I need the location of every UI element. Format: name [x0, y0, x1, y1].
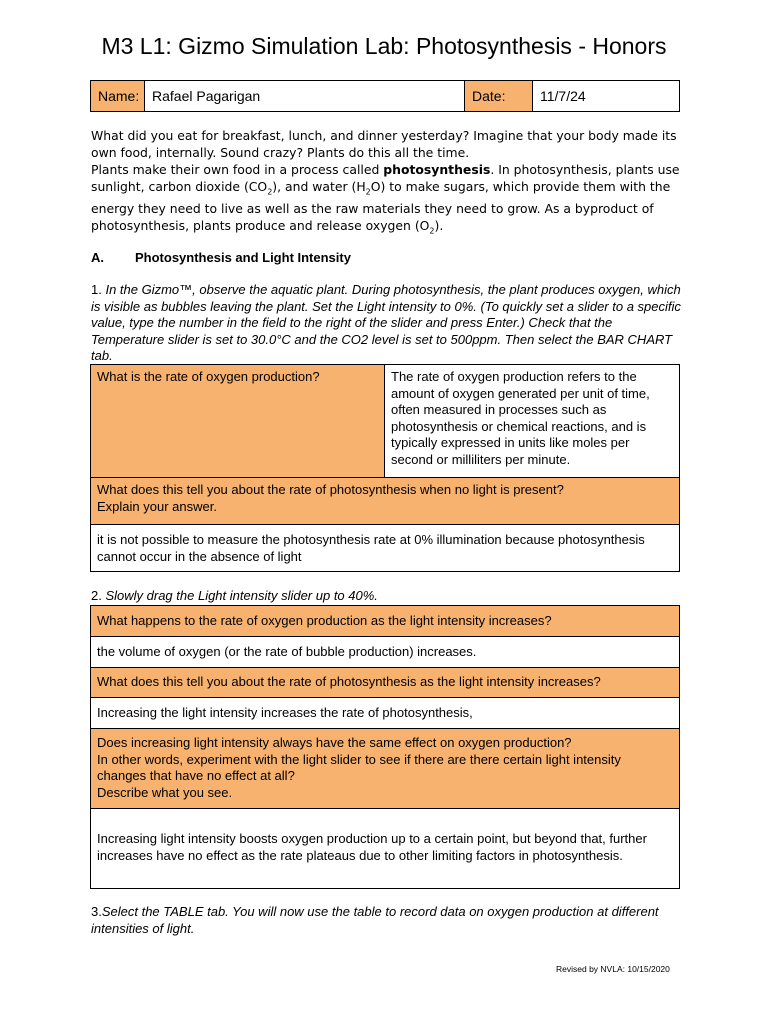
- section-letter: A.: [91, 250, 104, 265]
- tell-question-2: What does this tell you about the rate of photosynthesis as the light intensity increases?: [91, 668, 680, 698]
- question-2-table: [90, 605, 680, 889]
- effect-question: Does increasing light intensity always have the same effect on oxygen production? In other words, experiment with the light slider to see if there are there certain light intensity changes that have no effect at all? Describe what you see.: [91, 729, 680, 809]
- rate-answer[interactable]: The rate of oxygen production refers to the amount of oxygen generated per unit of time, often measured in processes such as photosynthesis or chemical reactions, and is typically expressed in units like moles per second or milliliters per minute.: [385, 365, 680, 478]
- date-field[interactable]: 11/7/24: [533, 81, 680, 112]
- intro-paragraph-1: What did you eat for breakfast, lunch, and dinner yesterday? Imagine that your body made its own food, internally. Sound crazy? Plants do this all the time.: [91, 128, 677, 160]
- section-a-heading: [91, 250, 351, 265]
- rate-question: What is the rate of oxygen production?: [91, 365, 385, 478]
- page-title: M3 L1: Gizmo Simulation Lab: Photosynthesis - Honors: [101, 33, 667, 59]
- name-label: Name:: [91, 81, 145, 112]
- tell-answer-2[interactable]: Increasing the light intensity increases the rate of photosynthesis,: [91, 698, 680, 729]
- happen-answer[interactable]: the volume of oxygen (or the rate of bubble production) increases.: [91, 637, 680, 668]
- tell-answer[interactable]: it is not possible to measure the photosynthesis rate at 0% illumination because photosynthesis cannot occur in the absence of light: [91, 525, 680, 572]
- date-label: Date:: [465, 81, 533, 112]
- intro-paragraph-2: Plants make their own food in a process called photosynthesis. In photosynthesis, plants use sunlight, carbon dioxide $(CO_2)$, and water $(H_2O)$ to make sugars, which provide them with the energy they need to live as well as the raw materials they need to grow. As a byproduct of photosynthesis, plants produce and release oxygen $(O_2)$.: [91, 162, 680, 236]
- question-2-instruction: 2. Slowly drag the Light intensity slider up to 40%.: [91, 588, 378, 603]
- effect-answer[interactable]: Increasing light intensity boosts oxygen production up to a certain point, but beyond that, further increases have no effect as the rate plateaus due to other limiting factors in photosynthesis.: [91, 809, 680, 889]
- intro-text: [91, 127, 691, 240]
- question-3-instruction: 3.Select the TABLE tab. You will now use the table to record data on oxygen production at different intensities of light.: [91, 904, 659, 936]
- question-1-table: [90, 364, 680, 572]
- question-1-instruction: 1. In the Gizmo™, observe the aquatic plant. During photosynthesis, the plant produces oxygen, which is visible as bubbles leaving the plant. Set the Light intensity to 0%. (To quickly set a slider to a specific value, type the number in the field to the right of the slider and press Enter.) Check that the Temperature slider is set to 30.0°C and the CO2 level is set to 500ppm. Then select the BAR CHART tab.: [91, 282, 681, 363]
- name-field[interactable]: Rafael Pagarigan: [145, 81, 465, 112]
- happen-question: What happens to the rate of oxygen production as the light intensity increases?: [91, 606, 680, 637]
- revision-footer: Revised by NVLA: 10/15/2020: [556, 964, 670, 974]
- section-title: Photosynthesis and Light Intensity: [135, 250, 351, 265]
- tell-question: What does this tell you about the rate of photosynthesis when no light is present? Explain your answer.: [91, 478, 680, 525]
- student-info-table: [90, 80, 680, 112]
